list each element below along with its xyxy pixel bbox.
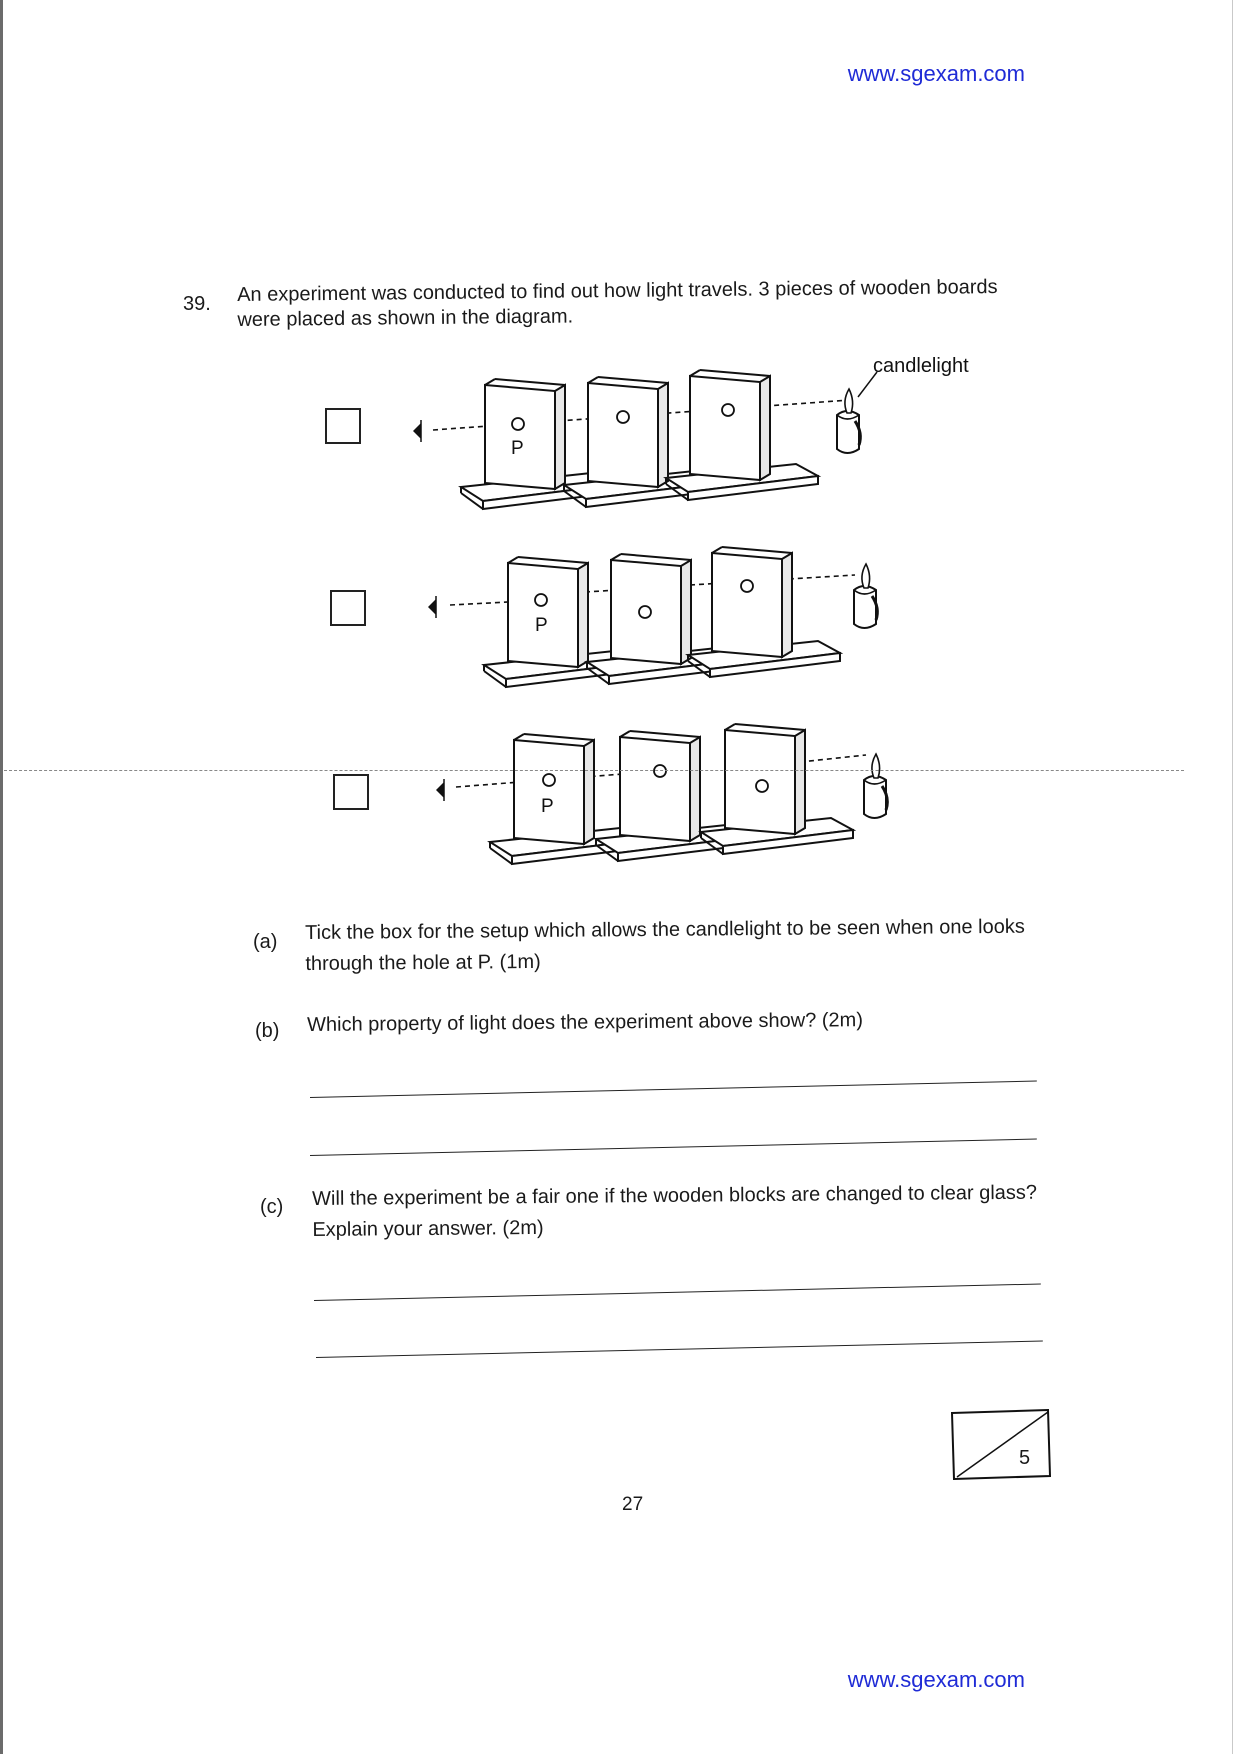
- setup-3: [436, 724, 887, 864]
- footer-watermark[interactable]: www.sgexam.com: [847, 1667, 1025, 1692]
- page-number: 27: [622, 1494, 644, 1515]
- question-number: 39.: [183, 293, 211, 315]
- candle-label: candlelight: [873, 355, 969, 377]
- question-stem: An experiment was conducted to find out how light travels. 3 pieces of wooden boards were placed as shown in the diagram.: [237, 276, 998, 331]
- hole-icon: [654, 765, 666, 777]
- hole-icon: [756, 780, 768, 792]
- marks-box: [951, 1409, 1051, 1480]
- part-c-label: (c): [260, 1196, 284, 1218]
- part-c-text: Will the experiment be a fair one if the wooden blocks are changed to clear glass? Explain your answer. (2m): [312, 1181, 1038, 1241]
- answer-line-c2[interactable]: [316, 1341, 1043, 1358]
- answer-line-b2[interactable]: [310, 1139, 1037, 1156]
- hole-p-label: P: [535, 615, 548, 636]
- tick-box-setup-3[interactable]: [333, 774, 369, 810]
- answer-line-c1[interactable]: [314, 1284, 1041, 1301]
- part-a-label: (a): [253, 931, 278, 953]
- tick-box-setup-1[interactable]: [325, 408, 361, 444]
- tick-box-setup-2[interactable]: [330, 590, 366, 626]
- hole-icon: [741, 580, 753, 592]
- hole-p-label: P: [511, 438, 524, 459]
- part-b-text: Which property of light does the experiment above show? (2m): [307, 1009, 864, 1036]
- setup-2: [428, 547, 877, 687]
- header-watermark[interactable]: www.sgexam.com: [847, 61, 1025, 86]
- hole-p-label: P: [541, 796, 554, 817]
- part-a-text: Tick the box for the setup which allows the candlelight to be seen when one looks through the hole at P. (1m): [305, 915, 1025, 975]
- hole-icon: [543, 774, 555, 786]
- answer-line-b1[interactable]: [310, 1081, 1037, 1098]
- marks-total: 5: [1019, 1447, 1031, 1469]
- hole-icon: [639, 606, 651, 618]
- part-b-label: (b): [255, 1020, 280, 1042]
- hole-icon: [535, 594, 547, 606]
- hole-icon: [722, 404, 734, 416]
- scan-fold-line: [4, 770, 1184, 771]
- setup-1: [413, 370, 877, 509]
- hole-icon: [512, 418, 524, 430]
- hole-icon: [617, 411, 629, 423]
